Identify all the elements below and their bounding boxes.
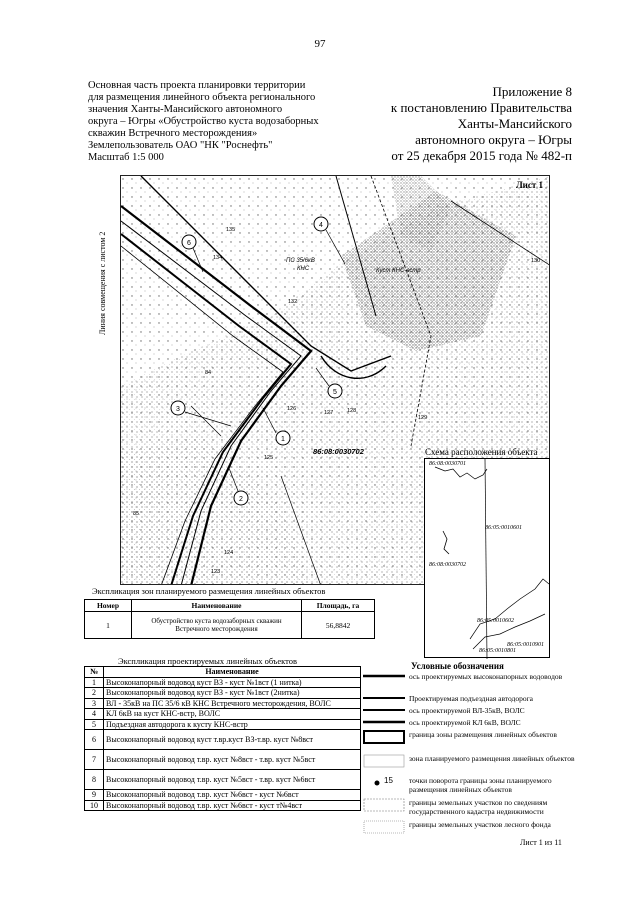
header-left-line: округа – Югры «Обустройство куста водозаборных	[88, 116, 319, 127]
point-label: 135	[226, 227, 236, 233]
point-label: 129	[418, 415, 428, 421]
table-row	[85, 612, 375, 639]
table1-header: Номер	[85, 600, 132, 612]
header-right-line: к постановлению Правительства	[390, 100, 572, 115]
matchline-text: Линия совмещения с листом 2	[98, 231, 107, 335]
point-label: 128	[347, 408, 357, 414]
table2-header: Наименование	[104, 667, 361, 678]
object-name: Высоконапорный водовод куст т.вр.куст ВЗ-т.вр. куст №8вст	[104, 730, 361, 750]
table2-header: №	[85, 667, 104, 678]
callout-4: 4	[319, 222, 323, 229]
object-name: Высоконапорный водовод т.вр. куст №5вст - т.вр. куст №6вст	[104, 770, 361, 790]
object-num: 9	[85, 790, 104, 801]
table-row	[85, 730, 361, 750]
schema-drawing	[425, 459, 551, 659]
zone-num: 1	[85, 612, 132, 639]
object-name: КЛ 6кВ на куст КНС-встр, ВОЛС	[104, 709, 361, 720]
point-label: 85	[133, 511, 140, 517]
header-left-line: скважин Встречного месторождения»	[88, 128, 258, 139]
header-left-line: для размещения линейного объекта регионального	[88, 92, 316, 103]
objects-table	[84, 666, 361, 811]
schema-label: 86:05:0010801	[479, 648, 516, 654]
schema-label: 86:08:0030701	[429, 461, 466, 467]
object-name: Высоконапорный водовод куст ВЗ - куст №1вст (2нитка)	[104, 688, 361, 699]
ps-label: ПС 35/6кВ	[286, 258, 315, 264]
table-row	[85, 709, 361, 720]
forest-plot-symbol	[363, 820, 405, 834]
table-row	[85, 677, 361, 688]
point-symbol-label: 15	[384, 776, 393, 785]
legend-text: граница зоны размещения линейных объектов	[409, 730, 557, 739]
legend-title: Условные обозначения	[411, 661, 504, 671]
object-name: Высоконапорный водовод т.вр. куст №6вст - куст №6вст	[104, 790, 361, 801]
schema-label: 86:05:0010601	[485, 525, 522, 531]
ps-label: КНС	[297, 266, 310, 272]
callout-1: 1	[281, 436, 285, 443]
object-num: 5	[85, 719, 104, 730]
object-num: 1	[85, 677, 104, 688]
header-right-line: от 25 декабря 2015 года № 482-п	[391, 148, 572, 163]
point-label: 132	[288, 299, 298, 305]
legend-text: ось проектируемых высоконапорных водоводов	[409, 672, 563, 681]
object-num: 6	[85, 730, 104, 750]
object-num: 4	[85, 709, 104, 720]
point-label: 134	[213, 255, 223, 261]
point-label: 124	[224, 550, 234, 556]
object-name: Подъездная автодорога к кусту КНС-встр	[104, 719, 361, 730]
schema-label: 86:05:0010901	[507, 642, 544, 648]
schema-label: 86:08:0030702	[429, 562, 466, 568]
object-num: 2	[85, 688, 104, 699]
legend-text: зона планируемого размещения линейных объектов	[409, 754, 575, 763]
object-name: Высоконапорный водовод т.вр. куст №6вст - куст т№4вст	[104, 800, 361, 811]
legend-text: границы земельных участков по сведениям государственного кадастра недвижимости	[409, 798, 548, 816]
point-label: 84	[205, 370, 212, 376]
table1-header: Площадь, га	[302, 600, 375, 612]
matchline-label	[92, 195, 116, 335]
callout-5: 5	[333, 389, 337, 396]
header-left	[88, 80, 358, 164]
table-row	[85, 770, 361, 790]
zone-area: 56,8842	[302, 612, 375, 639]
kust-label: Куст КНС-встр	[376, 268, 421, 274]
table1-header: Наименование	[132, 600, 302, 612]
land-plot-symbol	[363, 798, 405, 812]
point-label: 127	[324, 410, 334, 416]
object-name: ВЛ - 35кВ на ПС 35/6 кВ КНС Встречного месторождения, ВОЛС	[104, 698, 361, 709]
object-name: Высоконапорный водовод т.вр. куст №8вст - т.вр. куст №5вст	[104, 750, 361, 770]
callout-2: 2	[239, 496, 243, 503]
header-left-line: Землепользователь ОАО "НК "Роснефть"	[88, 140, 273, 151]
zone-border-symbol	[363, 730, 405, 744]
sheet-label: Лист 1	[515, 180, 543, 190]
table-row	[85, 719, 361, 730]
callout-6: 6	[187, 240, 191, 247]
header-left-line: Основная часть проекта планировки территории	[88, 80, 306, 91]
header-left-line: значения Ханты-Мансийского автономного	[88, 104, 283, 115]
object-num: 7	[85, 750, 104, 770]
table1-caption: Экспликация зон планируемого размещения линейных объектов	[92, 586, 326, 596]
point-label: 130	[531, 258, 541, 264]
point-label: 126	[287, 406, 297, 412]
object-name: Высоконапорный водовод куст ВЗ - куст №1вст (1 нитка)	[104, 677, 361, 688]
zone-name: Обустройство куста водозаборных скважин Встречного месторождения	[132, 612, 302, 639]
object-num: 3	[85, 698, 104, 709]
legend-text: точки поворота границы зоны планируемого размещения линейных объектов	[409, 776, 552, 794]
legend-text: ось проектируемой ВЛ-35кВ, ВОЛС	[409, 706, 525, 715]
header-right	[360, 84, 572, 164]
table-row	[85, 750, 361, 770]
schema-title: Схема расположения объекта	[425, 447, 538, 457]
table-row	[85, 800, 361, 811]
header-right-line: Ханты-Мансийского	[457, 116, 572, 131]
table-row	[85, 688, 361, 699]
object-num: 10	[85, 800, 104, 811]
appendix-title: Приложение 8	[492, 84, 572, 99]
water-line-symbol	[363, 672, 405, 686]
zones-table	[84, 599, 375, 639]
location-schema	[424, 458, 550, 658]
legend-text: границы земельных участков лесного фонда	[409, 820, 551, 829]
point-label: 123	[211, 569, 221, 575]
callout-3: 3	[176, 406, 180, 413]
zone-area-symbol	[363, 754, 405, 768]
schema-label: 86:05:0010602	[477, 618, 514, 624]
scale-label: Масштаб 1:5 000	[88, 152, 164, 163]
table2-caption: Экспликация проектируемых линейных объектов	[118, 656, 297, 666]
page-number: 97	[314, 38, 326, 50]
object-num: 8	[85, 770, 104, 790]
cadastral-number: 86:08:0030702	[313, 447, 364, 456]
point-label: 125	[264, 455, 274, 461]
table-row	[85, 790, 361, 801]
legend-text: Проектируемая подъездная автодорога	[409, 694, 533, 703]
table-row	[85, 698, 361, 709]
header-right-line: автономного округа – Югры	[415, 132, 572, 147]
sheet-footer: Лист 1 из 11	[520, 838, 562, 847]
legend-text: ось проектируемой КЛ 6кВ, ВОЛС	[409, 718, 521, 727]
